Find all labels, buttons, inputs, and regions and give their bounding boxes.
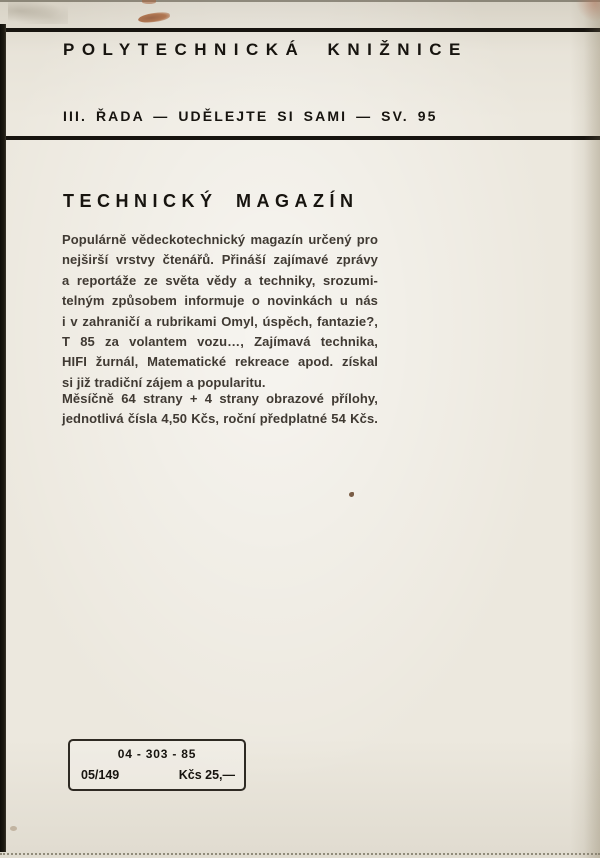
text-line: Populárně vědeckotechnický magazín určený pro xyxy=(62,232,378,247)
horizontal-rule-top xyxy=(0,28,600,32)
page-top-edge xyxy=(0,0,600,2)
page-right-edge-shade xyxy=(584,0,600,858)
edition-number: 05/149 xyxy=(81,768,120,782)
text-line: jednotlivá čísla 4,50 Kčs, roční předplatné 54 Kčs. xyxy=(62,411,378,427)
pricing-paragraph xyxy=(62,389,378,430)
text-line: a reportáže ze světa vědy a techniky, srozumi- xyxy=(62,272,378,288)
horizontal-rule-bottom xyxy=(0,136,600,140)
text-line: si již tradiční zájem a popularitu. xyxy=(62,374,266,390)
imprint-row xyxy=(81,768,235,782)
magazine-title: TECHNICKÝ MAGAZÍN xyxy=(63,191,359,211)
series-subtitle: III. ŘADA — UDĚLEJTE SI SAMI — SV. 95 xyxy=(63,108,438,124)
text-line: Měsíčně 64 strany + 4 strany obrazové přílohy, xyxy=(62,391,378,406)
description-paragraph xyxy=(62,230,378,393)
speck-mark-bottom xyxy=(10,826,17,831)
stain-mark xyxy=(138,11,171,24)
catalog-code: 04 - 303 - 85 xyxy=(117,747,197,761)
page-bottom-edge xyxy=(0,853,600,855)
speck-mark xyxy=(349,492,354,497)
text-line: i v zahraničí a rubrikami Omyl, úspěch, fantazie?, xyxy=(62,313,378,329)
imprint-box xyxy=(68,739,246,791)
text-line: HIFI žurnál, Matematické rekreace apod. získal xyxy=(62,354,378,370)
text-line: T 85 za volantem vozu…, Zajímavá technika, xyxy=(62,334,378,350)
text-line: nejširší vrstvy čtenářů. Přináší zajímavé zprávy xyxy=(62,252,378,268)
text-line: telným způsobem informuje o novinkách u nás xyxy=(62,293,378,309)
price-label: Kčs 25,— xyxy=(178,768,235,782)
page-left-edge xyxy=(0,24,6,852)
scan-smudge xyxy=(8,2,68,24)
series-title: POLYTECHNICKÁ KNIŽNICE xyxy=(63,40,468,59)
